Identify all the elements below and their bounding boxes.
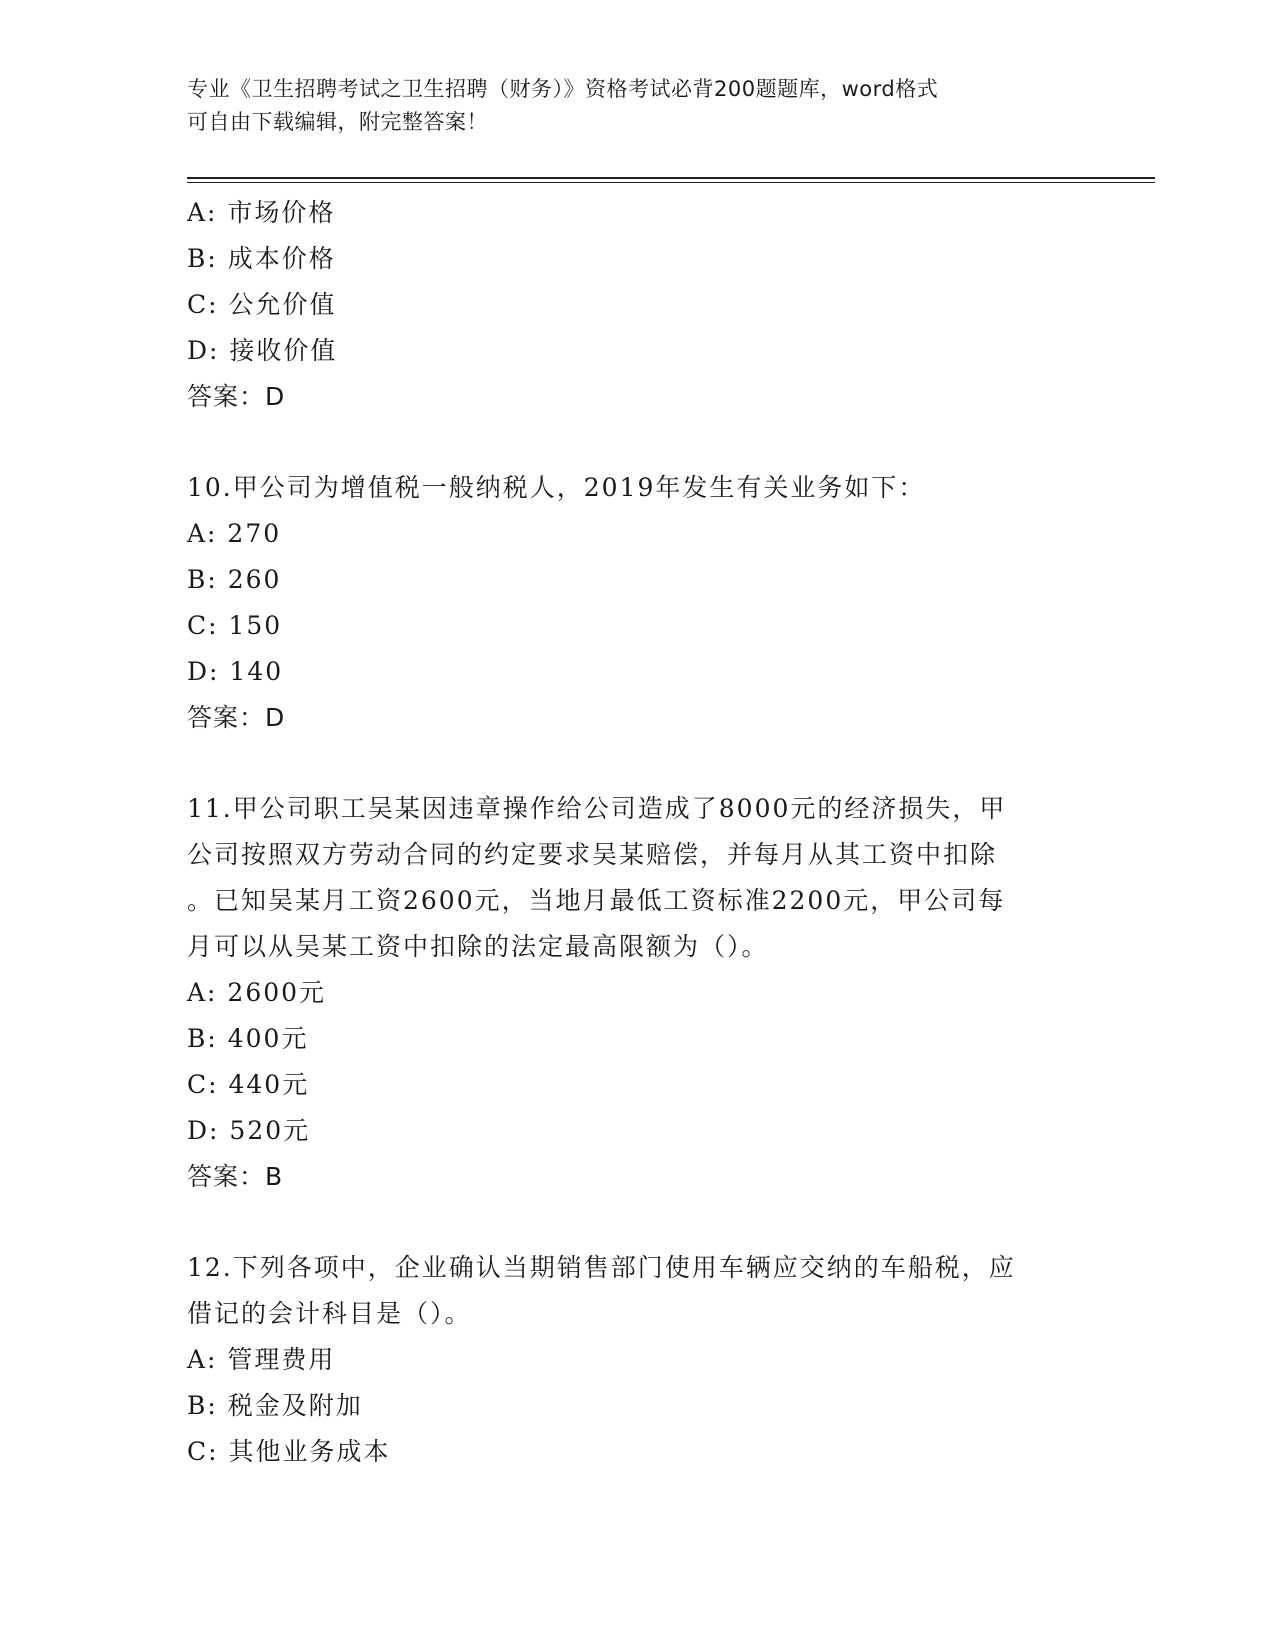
option-a: A: 市场价格 — [187, 198, 336, 227]
answer-line: 答案：D — [187, 382, 286, 411]
question-9-block — [187, 190, 1087, 420]
option-a: A: 270 — [187, 519, 282, 548]
option-b: B: 400元 — [187, 1024, 309, 1053]
document-body — [187, 190, 1087, 1475]
question-text-line-1: 12.下列各项中，企业确认当期销售部门使用车辆应交纳的车船税，应 — [187, 1253, 1016, 1282]
question-text: 10.甲公司为增值税一般纳税人，2019年发生有关业务如下： — [187, 473, 926, 502]
question-10-block — [187, 465, 1087, 741]
spacer — [187, 741, 1087, 786]
option-b: B: 税金及附加 — [187, 1391, 363, 1420]
option-a: A: 管理费用 — [187, 1345, 336, 1374]
option-b: B: 260 — [187, 565, 282, 594]
header-rule-thin — [187, 182, 1155, 183]
question-text-line-2: 公司按照双方劳动合同的约定要求吴某赔偿，并每月从其工资中扣除 — [187, 840, 998, 869]
question-12-block — [187, 1245, 1087, 1475]
question-text-line-3: 。已知吴某月工资2600元，当地月最低工资标准2200元，甲公司每 — [187, 886, 1006, 915]
option-c: C: 440元 — [187, 1070, 310, 1099]
spacer — [187, 1200, 1087, 1245]
option-d: D: 520元 — [187, 1116, 311, 1145]
document-header — [187, 73, 1067, 139]
option-c: C: 其他业务成本 — [187, 1437, 391, 1466]
answer-line: 答案：B — [187, 1162, 284, 1191]
question-11-block — [187, 786, 1087, 1200]
header-line-2: 可自由下载编辑，附完整答案！ — [187, 110, 488, 134]
question-text-line-1: 11.甲公司职工吴某因违章操作给公司造成了8000元的经济损失，甲 — [187, 794, 1007, 823]
option-d: D: 接收价值 — [187, 336, 338, 365]
question-text-line-4: 月可以从吴某工资中扣除的法定最高限额为（）。 — [187, 932, 769, 961]
option-a: A: 2600元 — [187, 978, 327, 1007]
spacer — [187, 420, 1087, 465]
option-c: C: 150 — [187, 611, 283, 640]
header-rule-thick — [187, 177, 1155, 179]
header-line-1: 专业《卫生招聘考试之卫生招聘（财务）》资格考试必背200题题库，word格式 — [187, 77, 939, 101]
option-c: C: 公允价值 — [187, 290, 337, 319]
question-text-line-2: 借记的会计科目是（）。 — [187, 1299, 472, 1328]
option-b: B: 成本价格 — [187, 244, 336, 273]
answer-line: 答案：D — [187, 703, 286, 732]
option-d: D: 140 — [187, 657, 284, 686]
